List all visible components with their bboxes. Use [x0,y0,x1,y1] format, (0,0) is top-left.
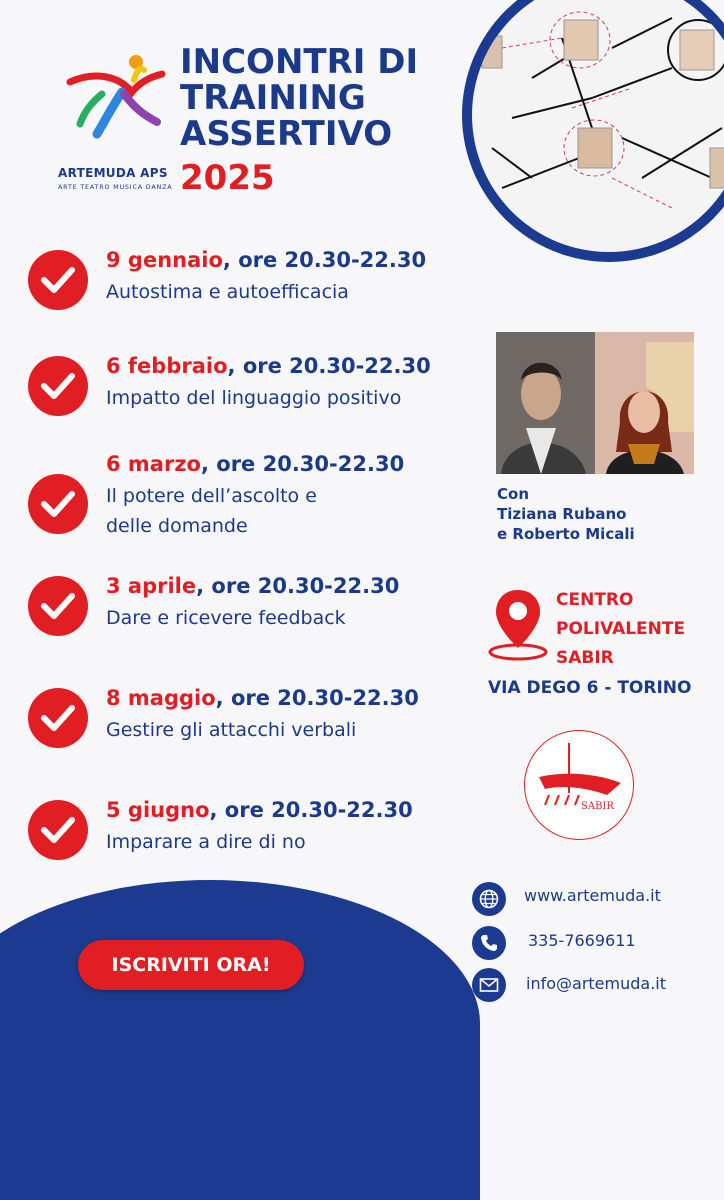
venue-line: CENTRO [556,590,634,610]
check-icon [28,688,88,748]
sabir-logo-text: SABIR [581,801,614,812]
event-topic: Imparare a dire di no [106,831,306,853]
event-time: , ore 20.30-22.30 [196,574,400,598]
email-link[interactable]: info@artemuda.it [526,974,666,993]
footer-shape [0,880,480,1200]
event-time: , ore 20.30-22.30 [227,354,431,378]
hero-network-image [462,0,724,262]
event-time: , ore 20.30-22.30 [209,798,413,822]
event-date: 8 maggio [106,686,216,710]
check-icon [28,576,88,636]
phone-number[interactable]: 335-7669611 [528,931,636,950]
event-topic: Gestire gli attacchi verbali [106,719,357,741]
check-icon [28,250,88,310]
event-time: , ore 20.30-22.30 [200,452,405,476]
event-topic: delle domande [106,515,248,537]
artemuda-logo [62,52,172,142]
location-pin-icon [488,586,548,666]
event-date: 5 giugno [106,798,210,822]
event-time: , ore 20.30-22.30 [215,686,419,710]
title-line: INCONTRI DI [180,42,419,82]
mail-icon [472,968,506,1002]
check-icon [28,356,88,416]
hosts-line: e Roberto Micali [497,525,635,543]
event-date: 6 febbraio [106,354,228,378]
venue-address: VIA DEGO 6 - TORINO [488,678,692,698]
venue-name [556,586,685,673]
check-icon [28,474,88,534]
event-time: , ore 20.30-22.30 [222,248,427,272]
event-date: 9 gennaio [106,248,223,272]
venue-line: POLIVALENTE [556,619,686,639]
event-topic: Dare e ricevere feedback [106,607,346,629]
hosts-line: Tiziana Rubano [497,505,627,523]
event-date: 3 aprile [106,574,197,598]
sabir-logo [524,730,634,840]
event-topic: Autostima e autoefficacia [106,281,349,303]
event-date: 6 marzo [106,452,201,476]
check-icon [28,800,88,860]
brand-subtitle: ARTE TEATRO MUSICA DANZA [58,183,173,191]
globe-icon [472,882,506,916]
website-link[interactable]: www.artemuda.it [524,886,661,905]
title-line: TRAINING [180,78,366,118]
title-line: ASSERTIVO [180,114,393,154]
event-topic: Il potere dell’ascolto e [106,485,317,507]
venue-line: SABIR [556,648,614,668]
page-title [180,44,418,152]
hosts-line: Con [497,485,529,503]
brand-name: ARTEMUDA APS [58,166,168,180]
signup-button[interactable]: ISCRIVITI ORA! [78,940,304,990]
event-topic: Impatto del linguaggio positivo [106,387,402,409]
phone-icon [472,926,506,960]
year: 2025 [180,158,275,198]
hosts-caption [497,484,635,544]
hosts-photo [496,332,694,474]
